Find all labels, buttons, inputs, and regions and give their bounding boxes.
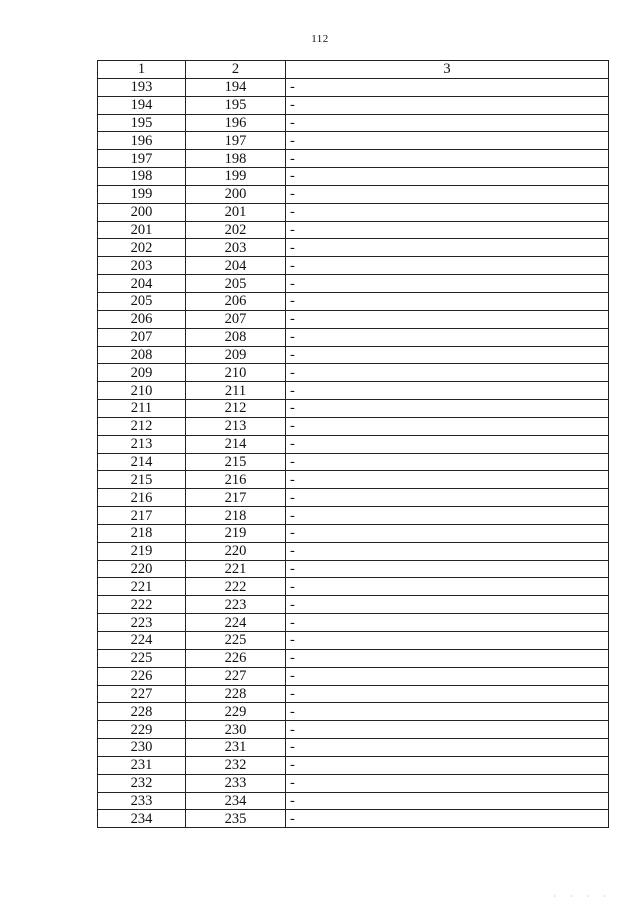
column-header-1: 1 — [98, 61, 186, 79]
cell-col-3: - — [286, 614, 609, 632]
cell-col-3: - — [286, 292, 609, 310]
cell-col-2: 211 — [186, 382, 286, 400]
cell-col-2: 220 — [186, 542, 286, 560]
cell-col-1: 200 — [98, 203, 186, 221]
cell-col-3: - — [286, 328, 609, 346]
cell-col-1: 209 — [98, 364, 186, 382]
cell-col-3: - — [286, 721, 609, 739]
cell-col-2: 194 — [186, 78, 286, 96]
cell-col-2: 201 — [186, 203, 286, 221]
cell-col-1: 220 — [98, 560, 186, 578]
cell-col-1: 193 — [98, 78, 186, 96]
cell-col-3: - — [286, 810, 609, 828]
cell-col-1: 217 — [98, 507, 186, 525]
cell-col-1: 233 — [98, 792, 186, 810]
cell-col-3: - — [286, 632, 609, 650]
cell-col-3: - — [286, 203, 609, 221]
cell-col-1: 221 — [98, 578, 186, 596]
cell-col-2: 228 — [186, 685, 286, 703]
cell-col-1: 223 — [98, 614, 186, 632]
table-row — [98, 292, 609, 310]
cell-col-2: 223 — [186, 596, 286, 614]
cell-col-1: 197 — [98, 150, 186, 168]
table-row — [98, 810, 609, 828]
table-row — [98, 168, 609, 186]
cell-col-2: 234 — [186, 792, 286, 810]
cell-col-1: 208 — [98, 346, 186, 364]
cell-col-3: - — [286, 507, 609, 525]
table-row — [98, 632, 609, 650]
table-row — [98, 703, 609, 721]
page-number: 112 — [311, 33, 329, 45]
cell-col-3: - — [286, 257, 609, 275]
cell-col-3: - — [286, 453, 609, 471]
cell-col-1: 201 — [98, 221, 186, 239]
cell-col-3: - — [286, 774, 609, 792]
cell-col-3: - — [286, 96, 609, 114]
cell-col-2: 204 — [186, 257, 286, 275]
cell-col-1: 202 — [98, 239, 186, 257]
cell-col-3: - — [286, 239, 609, 257]
table-row — [98, 649, 609, 667]
cell-col-2: 235 — [186, 810, 286, 828]
cell-col-2: 221 — [186, 560, 286, 578]
cell-col-2: 216 — [186, 471, 286, 489]
cell-col-1: 234 — [98, 810, 186, 828]
data-table — [97, 60, 609, 828]
cell-col-2: 219 — [186, 524, 286, 542]
table-row — [98, 453, 609, 471]
table-row — [98, 364, 609, 382]
table-row — [98, 185, 609, 203]
cell-col-2: 196 — [186, 114, 286, 132]
table-row — [98, 382, 609, 400]
cell-col-3: - — [286, 596, 609, 614]
table-row — [98, 721, 609, 739]
cell-col-2: 222 — [186, 578, 286, 596]
cell-col-3: - — [286, 667, 609, 685]
table-row — [98, 310, 609, 328]
cell-col-3: - — [286, 185, 609, 203]
cell-col-1: 206 — [98, 310, 186, 328]
cell-col-1: 207 — [98, 328, 186, 346]
table-row — [98, 221, 609, 239]
cell-col-2: 205 — [186, 275, 286, 293]
cell-col-2: 195 — [186, 96, 286, 114]
table-row — [98, 239, 609, 257]
cell-col-3: - — [286, 542, 609, 560]
cell-col-1: 218 — [98, 524, 186, 542]
table-header-row — [98, 61, 609, 79]
cell-col-2: 218 — [186, 507, 286, 525]
cell-col-1: 199 — [98, 185, 186, 203]
table-row — [98, 685, 609, 703]
table-header — [98, 61, 609, 79]
cell-col-3: - — [286, 114, 609, 132]
cell-col-2: 230 — [186, 721, 286, 739]
table-row — [98, 774, 609, 792]
table-row — [98, 346, 609, 364]
cell-col-1: 219 — [98, 542, 186, 560]
cell-col-3: - — [286, 739, 609, 757]
table-row — [98, 756, 609, 774]
table-row — [98, 542, 609, 560]
cell-col-3: - — [286, 471, 609, 489]
table-row — [98, 471, 609, 489]
cell-col-1: 225 — [98, 649, 186, 667]
table-row — [98, 328, 609, 346]
table-row — [98, 114, 609, 132]
cell-col-1: 211 — [98, 400, 186, 418]
cell-col-1: 215 — [98, 471, 186, 489]
data-table-container — [97, 60, 608, 828]
cell-col-3: - — [286, 524, 609, 542]
cell-col-2: 227 — [186, 667, 286, 685]
cell-col-2: 217 — [186, 489, 286, 507]
cell-col-1: 198 — [98, 168, 186, 186]
cell-col-2: 209 — [186, 346, 286, 364]
cell-col-3: - — [286, 756, 609, 774]
cell-col-2: 207 — [186, 310, 286, 328]
cell-col-3: - — [286, 132, 609, 150]
cell-col-2: 231 — [186, 739, 286, 757]
cell-col-2: 215 — [186, 453, 286, 471]
cell-col-1: 224 — [98, 632, 186, 650]
cell-col-3: - — [286, 275, 609, 293]
cell-col-3: - — [286, 703, 609, 721]
cell-col-2: 214 — [186, 435, 286, 453]
cell-col-1: 213 — [98, 435, 186, 453]
cell-col-1: 228 — [98, 703, 186, 721]
table-row — [98, 792, 609, 810]
cell-col-1: 210 — [98, 382, 186, 400]
cell-col-3: - — [286, 649, 609, 667]
table-row — [98, 96, 609, 114]
cell-col-2: 229 — [186, 703, 286, 721]
table-row — [98, 275, 609, 293]
cell-col-1: 212 — [98, 417, 186, 435]
cell-col-3: - — [286, 221, 609, 239]
cell-col-1: 214 — [98, 453, 186, 471]
cell-col-3: - — [286, 792, 609, 810]
cell-col-2: 233 — [186, 774, 286, 792]
cell-col-2: 224 — [186, 614, 286, 632]
cell-col-3: - — [286, 168, 609, 186]
table-row — [98, 614, 609, 632]
cell-col-1: 227 — [98, 685, 186, 703]
cell-col-3: - — [286, 150, 609, 168]
table-row — [98, 435, 609, 453]
cell-col-2: 226 — [186, 649, 286, 667]
cell-col-2: 200 — [186, 185, 286, 203]
cell-col-1: 229 — [98, 721, 186, 739]
table-row — [98, 524, 609, 542]
cell-col-2: 199 — [186, 168, 286, 186]
column-header-3: 3 — [286, 61, 609, 79]
table-row — [98, 507, 609, 525]
table-row — [98, 578, 609, 596]
cell-col-2: 197 — [186, 132, 286, 150]
table-row — [98, 257, 609, 275]
cell-col-3: - — [286, 560, 609, 578]
cell-col-2: 225 — [186, 632, 286, 650]
table-body — [98, 78, 609, 827]
cell-col-3: - — [286, 578, 609, 596]
cell-col-1: 232 — [98, 774, 186, 792]
cell-col-3: - — [286, 417, 609, 435]
cell-col-2: 210 — [186, 364, 286, 382]
cell-col-1: 203 — [98, 257, 186, 275]
cell-col-1: 195 — [98, 114, 186, 132]
table-row — [98, 489, 609, 507]
cell-col-3: - — [286, 685, 609, 703]
cell-col-2: 203 — [186, 239, 286, 257]
table-row — [98, 560, 609, 578]
table-row — [98, 400, 609, 418]
cell-col-3: - — [286, 310, 609, 328]
table-row — [98, 203, 609, 221]
cell-col-3: - — [286, 364, 609, 382]
cell-col-3: - — [286, 489, 609, 507]
cell-col-3: - — [286, 400, 609, 418]
page-edge-marks: · · · · — [553, 892, 612, 901]
cell-col-2: 198 — [186, 150, 286, 168]
table-row — [98, 417, 609, 435]
cell-col-2: 232 — [186, 756, 286, 774]
cell-col-2: 212 — [186, 400, 286, 418]
table-row — [98, 132, 609, 150]
cell-col-1: 231 — [98, 756, 186, 774]
table-row — [98, 596, 609, 614]
cell-col-3: - — [286, 435, 609, 453]
cell-col-1: 204 — [98, 275, 186, 293]
table-row — [98, 150, 609, 168]
cell-col-3: - — [286, 78, 609, 96]
cell-col-1: 216 — [98, 489, 186, 507]
cell-col-1: 230 — [98, 739, 186, 757]
cell-col-3: - — [286, 382, 609, 400]
cell-col-1: 226 — [98, 667, 186, 685]
cell-col-2: 206 — [186, 292, 286, 310]
cell-col-1: 194 — [98, 96, 186, 114]
table-row — [98, 739, 609, 757]
cell-col-3: - — [286, 346, 609, 364]
cell-col-1: 196 — [98, 132, 186, 150]
column-header-2: 2 — [186, 61, 286, 79]
cell-col-1: 205 — [98, 292, 186, 310]
cell-col-1: 222 — [98, 596, 186, 614]
cell-col-2: 202 — [186, 221, 286, 239]
table-row — [98, 667, 609, 685]
cell-col-2: 208 — [186, 328, 286, 346]
cell-col-2: 213 — [186, 417, 286, 435]
table-row — [98, 78, 609, 96]
